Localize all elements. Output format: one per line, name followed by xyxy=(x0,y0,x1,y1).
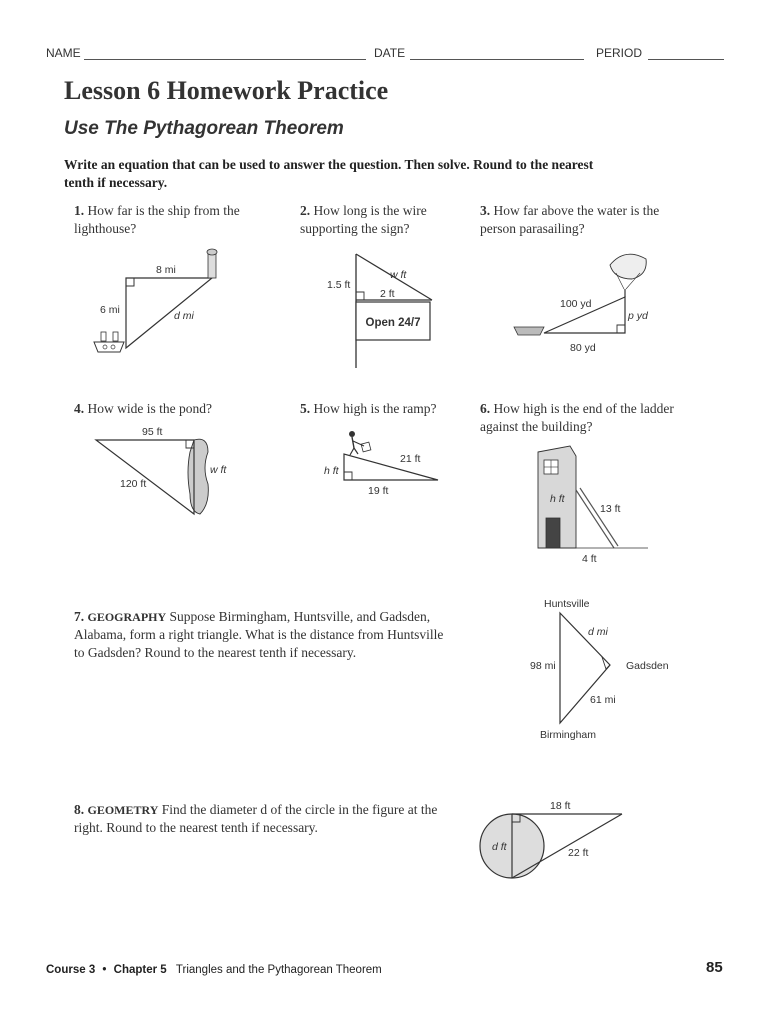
footer-chapter: Chapter 5 xyxy=(113,964,167,976)
dolly-icon xyxy=(361,442,371,452)
problem-3 xyxy=(480,202,680,238)
label-base: 4 ft xyxy=(582,553,597,565)
parachute-icon xyxy=(610,254,646,279)
label-lower: 61 mi xyxy=(590,694,616,706)
figure-alabama xyxy=(520,595,680,745)
problem-text: Suppose Birmingham, Huntsville, and Gadsden, Alabama, form a right triangle. What is the distance from Huntsville to Gadsden? Round to the nearest tenth if necessary. xyxy=(74,609,444,660)
name-line[interactable] xyxy=(84,47,366,60)
label-wire: w ft xyxy=(390,269,407,281)
label-hyp: 13 ft xyxy=(600,503,621,515)
figure-ramp xyxy=(310,428,450,508)
label-left-side: 98 mi xyxy=(530,660,556,672)
problem-1 xyxy=(74,202,254,238)
label-side: w ft xyxy=(210,464,227,476)
page-number: 85 xyxy=(706,959,723,976)
footer-course: Course 3 xyxy=(46,964,96,976)
problem-8 xyxy=(74,801,454,837)
problem-tag: GEOGRAPHY xyxy=(87,610,167,624)
label-base: 80 yd xyxy=(570,342,596,354)
pond-shape xyxy=(188,439,208,514)
label-hyp: d mi xyxy=(174,310,194,322)
label-hyp: 21 ft xyxy=(400,453,421,465)
problem-2 xyxy=(300,202,470,238)
label-top: Huntsville xyxy=(544,598,590,610)
label-hyp: 22 ft xyxy=(568,847,589,859)
figure-ladder xyxy=(530,440,670,570)
figure-lighthouse xyxy=(80,240,240,370)
label-left: 6 mi xyxy=(100,304,120,316)
problem-number: 1. xyxy=(74,203,85,218)
label-bottom: Birmingham xyxy=(540,729,597,741)
footer xyxy=(46,964,382,976)
figure-sign xyxy=(320,250,450,375)
problem-text: How high is the end of the ladder against the building? xyxy=(480,401,674,434)
person-icon xyxy=(349,431,355,437)
label-vert: h ft xyxy=(324,465,339,477)
name-label: NAME xyxy=(46,46,81,60)
label-base: 2 ft xyxy=(380,288,395,300)
label-right: Gadsden xyxy=(626,660,669,672)
label-upper: d mi xyxy=(588,626,608,638)
date-label: DATE xyxy=(374,46,406,60)
figure-parasail xyxy=(510,245,670,365)
label-diam: d ft xyxy=(492,841,507,853)
instructions: Write an equation that can be used to answer the question. Then solve. Round to the nearest tenth if necessary. xyxy=(64,157,594,190)
lighthouse-icon xyxy=(208,254,216,278)
problem-text: How high is the ramp? xyxy=(313,401,437,416)
page-title: Lesson 6 Homework Practice xyxy=(64,76,389,105)
label-top: 8 mi xyxy=(156,264,176,276)
date-line[interactable] xyxy=(410,47,584,60)
label-base: 19 ft xyxy=(368,485,389,497)
boat-icon xyxy=(514,327,544,335)
problem-6 xyxy=(480,400,700,436)
sign-text: Open 24/7 xyxy=(365,317,421,329)
problem-number: 2. xyxy=(300,203,311,218)
problem-text: How far is the ship from the lighthouse? xyxy=(74,203,240,236)
ship-icon xyxy=(94,342,124,352)
label-hyp: 120 ft xyxy=(120,478,147,490)
period-label: PERIOD xyxy=(596,46,643,60)
footer-bullet: • xyxy=(102,964,107,976)
problem-tag: GEOMETRY xyxy=(87,803,159,817)
footer-chapter-title: Triangles and the Pythagorean Theorem xyxy=(175,964,382,976)
problem-number: 7. xyxy=(74,609,85,624)
label-vert: p yd xyxy=(628,310,648,322)
problem-5 xyxy=(300,400,470,418)
problem-7 xyxy=(74,608,454,662)
problem-number: 5. xyxy=(300,401,311,416)
period-line[interactable] xyxy=(648,47,724,60)
problem-text: How far above the water is the person parasailing? xyxy=(480,203,660,236)
problem-text: How wide is the pond? xyxy=(87,401,212,416)
problem-text: Find the diameter d of the circle in the figure at the right. Round to the nearest tenth if necessary. xyxy=(74,802,438,835)
problem-number: 4. xyxy=(74,401,85,416)
label-pole: 1.5 ft xyxy=(327,279,351,291)
label-top: 18 ft xyxy=(550,800,571,812)
figure-pond xyxy=(90,422,240,522)
problem-number: 3. xyxy=(480,203,491,218)
label-vert: h ft xyxy=(550,493,565,505)
problem-text: How long is the wire supporting the sign? xyxy=(300,203,427,236)
problem-number: 6. xyxy=(480,401,491,416)
problem-4 xyxy=(74,400,274,418)
page-subtitle: Use The Pythagorean Theorem xyxy=(64,118,344,139)
problem-number: 8. xyxy=(74,802,85,817)
figure-circle xyxy=(470,798,640,888)
label-hyp: 100 yd xyxy=(560,298,592,310)
label-top: 95 ft xyxy=(142,426,163,438)
